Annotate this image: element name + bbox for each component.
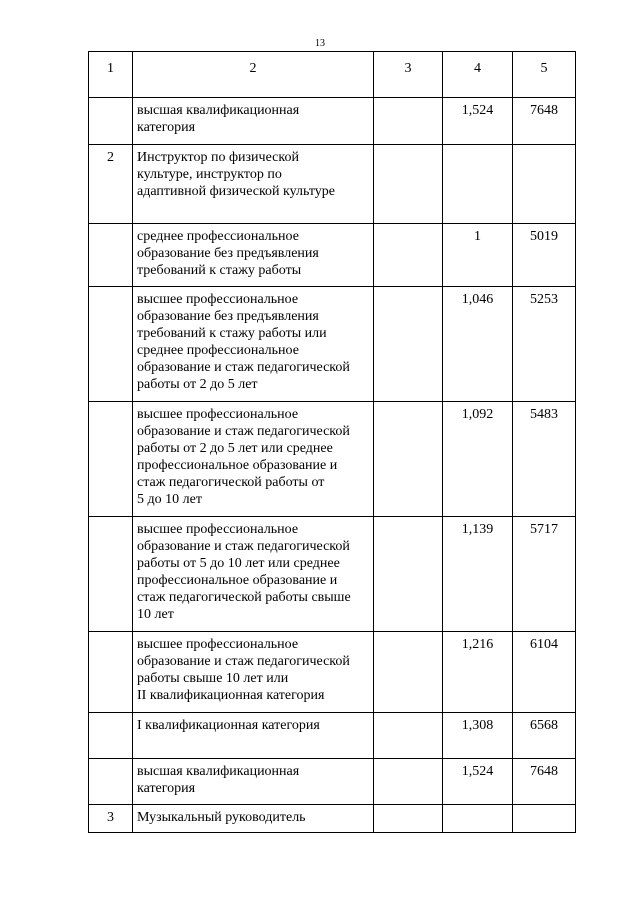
description-line: стаж педагогической работы от xyxy=(137,475,325,490)
coefficient-cell: 1,524 xyxy=(443,98,513,145)
page-number: 13 xyxy=(315,38,325,49)
description-line: профессиональное образование и xyxy=(137,573,338,588)
coefficient-cell: 1,308 xyxy=(443,713,513,759)
description-line: категория xyxy=(137,781,196,796)
coefficient-cell: 1,046 xyxy=(443,287,513,402)
description-line: высшее профессиональное xyxy=(137,407,299,422)
description-line: категория xyxy=(137,120,196,135)
description-cell xyxy=(133,224,374,287)
table-header-row xyxy=(89,52,576,98)
column-3-cell xyxy=(374,224,443,287)
header-cell-3: 3 xyxy=(374,52,443,98)
table-row xyxy=(89,713,576,759)
row-number-cell xyxy=(89,759,133,805)
salary-cell: 5483 xyxy=(513,402,576,517)
description-cell xyxy=(133,517,374,632)
description-cell xyxy=(133,713,374,759)
row-number-cell xyxy=(89,713,133,759)
description-line: 10 лет xyxy=(137,607,174,622)
coefficient-cell: 1 xyxy=(443,224,513,287)
coefficient-cell xyxy=(443,145,513,224)
description-line: высшее профессиональное xyxy=(137,522,299,537)
description-line: высшая квалификационная xyxy=(137,764,300,779)
salary-cell xyxy=(513,145,576,224)
description-line: образование и стаж педагогической xyxy=(137,360,350,375)
row-number-cell xyxy=(89,224,133,287)
row-number-cell xyxy=(89,287,133,402)
coefficient-cell: 1,092 xyxy=(443,402,513,517)
column-3-cell xyxy=(374,287,443,402)
table-row xyxy=(89,517,576,632)
salary-cell: 5253 xyxy=(513,287,576,402)
column-3-cell xyxy=(374,98,443,145)
description-line: стаж педагогической работы свыше xyxy=(137,590,351,605)
salary-cell: 7648 xyxy=(513,98,576,145)
description-cell xyxy=(133,759,374,805)
description-cell xyxy=(133,632,374,713)
description-line: высшее профессиональное xyxy=(137,637,299,652)
column-3-cell xyxy=(374,713,443,759)
description-line: работы от 2 до 5 лет xyxy=(137,377,258,392)
table-row xyxy=(89,98,576,145)
salary-cell: 5019 xyxy=(513,224,576,287)
salary-cell xyxy=(513,805,576,833)
table-row xyxy=(89,224,576,287)
salary-coefficient-table xyxy=(88,51,576,833)
coefficient-cell: 1,216 xyxy=(443,632,513,713)
description-line: профессиональное образование и xyxy=(137,458,338,473)
description-line: среднее профессиональное xyxy=(137,343,299,358)
header-cell-5: 5 xyxy=(513,52,576,98)
column-3-cell xyxy=(374,402,443,517)
row-number-cell: 3 xyxy=(89,805,133,833)
row-number-cell: 2 xyxy=(89,145,133,224)
table-row xyxy=(89,805,576,833)
description-line: работы от 5 до 10 лет или среднее xyxy=(137,556,340,571)
table-row xyxy=(89,402,576,517)
description-line: Инструктор по физической xyxy=(137,150,299,165)
table-row xyxy=(89,759,576,805)
coefficient-cell xyxy=(443,805,513,833)
description-line: Музыкальный руководитель xyxy=(137,810,306,825)
header-cell-1: 1 xyxy=(89,52,133,98)
description-line: работы от 2 до 5 лет или среднее xyxy=(137,441,333,456)
table-row xyxy=(89,287,576,402)
description-line: образование без предъявления xyxy=(137,309,319,324)
row-number-cell xyxy=(89,402,133,517)
description-line: образование и стаж педагогической xyxy=(137,539,350,554)
description-line: II квалификационная категория xyxy=(137,688,325,703)
description-line: работы свыше 10 лет или xyxy=(137,671,289,686)
description-line: образование и стаж педагогической xyxy=(137,654,350,669)
table-row xyxy=(89,145,576,224)
coefficient-cell: 1,139 xyxy=(443,517,513,632)
coefficient-cell: 1,524 xyxy=(443,759,513,805)
description-line: 5 до 10 лет xyxy=(137,492,202,507)
description-line: I квалификационная категория xyxy=(137,718,320,733)
column-3-cell xyxy=(374,759,443,805)
description-line: образование без предъявления xyxy=(137,246,319,261)
salary-cell: 7648 xyxy=(513,759,576,805)
description-cell xyxy=(133,805,374,833)
description-line: высшая квалификационная xyxy=(137,103,300,118)
column-3-cell xyxy=(374,517,443,632)
salary-cell: 6568 xyxy=(513,713,576,759)
description-line: адаптивной физической культуре xyxy=(137,184,336,199)
description-line: культуре, инструктор по xyxy=(137,167,282,182)
table-row xyxy=(89,632,576,713)
description-line: образование и стаж педагогической xyxy=(137,424,350,439)
column-3-cell xyxy=(374,145,443,224)
header-cell-4: 4 xyxy=(443,52,513,98)
description-cell xyxy=(133,98,374,145)
row-number-cell xyxy=(89,517,133,632)
column-3-cell xyxy=(374,805,443,833)
salary-cell: 5717 xyxy=(513,517,576,632)
description-line: среднее профессиональное xyxy=(137,229,299,244)
row-number-cell xyxy=(89,632,133,713)
column-3-cell xyxy=(374,632,443,713)
salary-cell: 6104 xyxy=(513,632,576,713)
description-cell xyxy=(133,287,374,402)
description-cell xyxy=(133,402,374,517)
description-line: требований к стажу работы или xyxy=(137,326,327,341)
description-line: высшее профессиональное xyxy=(137,292,299,307)
row-number-cell xyxy=(89,98,133,145)
description-cell xyxy=(133,145,374,224)
description-line: требований к стажу работы xyxy=(137,263,302,278)
header-cell-2: 2 xyxy=(133,52,374,98)
